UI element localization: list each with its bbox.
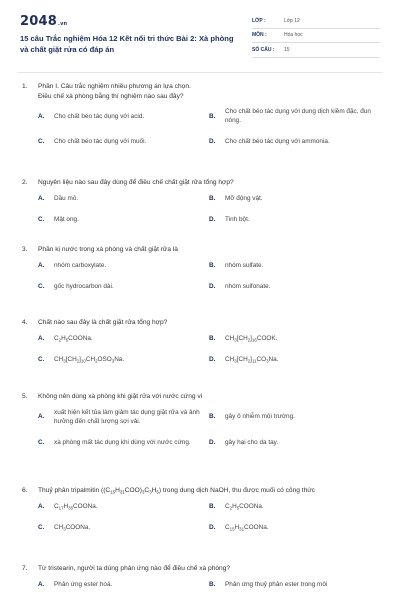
option-b[interactable] [209,502,380,511]
title-line-1: 15 câu Trắc nghiệm Hóa 12 Kết nối tri thức Bài 2: Xà phòng [20,34,234,43]
formula-subscript: 17 [58,505,64,510]
option-d[interactable] [209,438,380,447]
question-stem [20,245,380,255]
answer-options [38,261,380,291]
option-letter: C. [38,355,45,363]
option-d[interactable] [209,215,380,224]
option-text: Phản ứng thuỷ phân ester trong môi [225,580,328,588]
formula-part: COONa. [68,334,93,342]
option-letter: C. [38,438,45,446]
formula-subscript: 2 [247,337,251,342]
option-text: nhóm carboxylate. [54,261,107,269]
option-row [38,261,380,270]
option-row [38,523,380,532]
formula-subscript: 2 [58,337,62,342]
question-number: 3. [22,246,28,253]
option-row [38,107,380,125]
header-divider [18,72,382,73]
option-letter: A. [38,502,45,510]
formula-subscript: 5 [236,505,240,510]
option-text: Phản ứng ester hoá. [54,580,113,588]
option-letter: D. [209,523,216,531]
option-row [38,502,380,511]
formula-subscript: 16 [251,337,257,342]
info-table [252,14,380,58]
option-b[interactable] [209,261,380,270]
formula-part: CH [85,355,96,363]
option-c[interactable] [38,355,209,364]
option-letter: B. [209,502,216,510]
logo-text: 2048 [20,14,57,29]
formula-part: H [63,502,69,510]
option-row [38,215,380,224]
formula-part: H [232,502,237,510]
option-d[interactable] [209,355,380,364]
option-text [225,355,380,364]
info-row-subject [252,29,380,44]
formula-subscript: 2 [229,505,233,510]
option-text [54,523,209,532]
formula-part: C [225,502,230,510]
question-number: 4. [22,319,28,326]
option-letter: B. [209,194,216,202]
question-number: 6. [22,487,28,494]
question-2 [20,178,380,224]
option-letter: C. [38,523,45,531]
option-text: Cho chất béo tác dụng với ammonia. [225,138,330,145]
formula-subscript: 2 [247,358,251,363]
option-row [38,334,380,343]
formula-subscript: 3 [111,358,115,363]
option-text: gốc hydrocarbon dài. [54,282,114,290]
option-text [54,355,209,364]
formula-part: CH [225,334,235,342]
formula-subscript: 3 [63,358,66,363]
option-text [54,334,209,343]
option-text: gây ô nhiễm môi trường. [225,413,295,420]
info-label: SỐ CÂU : [252,46,275,53]
formula-part: H [61,334,66,342]
option-c[interactable] [38,137,209,146]
question-text [38,245,380,255]
formula-part: H [115,487,120,494]
formula-subscript: 2 [95,358,98,363]
option-row [38,194,380,203]
option-a[interactable] [38,334,209,343]
option-text [225,523,380,532]
option-text: gây hại cho da tay. [225,438,279,446]
info-value: Lớp 12 [284,17,300,24]
formula-part: OSO [97,355,112,363]
option-text [225,334,380,343]
answer-options [38,408,380,447]
formula-part: [CH [236,355,248,363]
question-text-line: Không nên dùng xà phòng khi giặt rửa với nước cứng vì [38,393,203,400]
option-letter: D. [209,215,216,223]
option-a[interactable] [38,107,209,125]
formula-part: [CH [65,355,77,363]
formula-part: H [234,523,240,531]
option-text: xà phòng mất tác dụng khi dùng với nước cứng. [54,438,191,446]
option-row [38,137,380,146]
formula-subscript: 10 [80,358,86,363]
formula-part: COO) [124,487,142,494]
option-a[interactable] [38,502,209,511]
info-value: Hóa học [284,32,303,39]
option-letter: A. [38,194,45,202]
formula-subscript: 31 [239,526,245,531]
option-c[interactable] [38,438,209,447]
formula-part: [CH [236,334,248,342]
formula-subscript: 3 [234,337,237,342]
option-row [38,438,380,447]
formula-subscript: 15 [229,526,235,531]
formula-subscript: 3 [149,489,152,495]
option-d[interactable] [209,523,380,532]
option-text: xuất hiện kết tủa làm giảm tác dụng giặt rửa và ảnh hưởng đến chất lượng sợi vải. [54,408,200,425]
answer-options [38,580,380,589]
formula-part: ] [79,355,81,363]
formula-part: CH [54,523,64,531]
formula-part: Thuỷ phân tripalmitin ((C [38,487,111,494]
question-stem [20,82,380,101]
formula-subscript: 31 [119,489,125,495]
option-text: Mỡ động vật. [225,194,263,202]
formula-subscript: 5 [156,489,159,495]
info-label: LỚP : [252,17,266,24]
formula-subscript: 15 [110,489,116,495]
question-1 [20,82,380,146]
formula-subscript: 35 [68,505,74,510]
option-a[interactable] [38,580,209,589]
option-row [38,355,380,364]
question-text-line: Phần kị nước trong xà phòng và chất giặt rửa là [38,246,178,253]
answer-options [38,194,380,224]
question-stem [20,392,380,402]
option-c[interactable] [38,215,209,224]
option-letter: A. [38,413,45,420]
formula-subscript: 3 [141,489,145,495]
question-text [38,392,380,402]
formula-part: C [144,487,150,494]
logo-suffix: .vn [57,21,68,27]
formula-part: C [54,502,59,510]
option-d[interactable] [209,137,380,146]
question-number: 5. [22,393,28,400]
answer-options [38,334,380,364]
question-stem [20,178,380,188]
option-a[interactable] [38,194,209,203]
option-b[interactable] [209,408,380,426]
option-c[interactable] [38,523,209,532]
option-letter: C. [38,215,45,223]
question-number: 7. [22,565,28,572]
question-stem [20,486,380,496]
question-3 [20,245,380,291]
formula-part: CH [225,355,235,363]
option-text: Mật ong. [54,215,79,223]
option-text: nhóm sulfate. [225,261,264,269]
option-text [225,502,380,511]
option-letter: D. [209,138,216,145]
formula-part: ] [250,355,252,363]
question-6 [20,486,380,532]
question-number: 1. [22,83,28,90]
formula-part: COONa. [73,502,98,510]
option-letter: A. [38,261,45,269]
formula-subscript: 2 [76,358,80,363]
option-letter: B. [209,334,216,342]
option-letter: D. [209,355,216,363]
info-label: MÔN : [252,32,267,39]
info-row-count [252,43,380,58]
option-letter: B. [209,112,216,120]
question-text-line: Nguyên liệu nào sau đây dùng để điều chế chất giặt rửa tổng hợp? [38,179,234,186]
formula-part: ) trong dung dịch NaOH, thu được muối có công thức [158,487,315,494]
formula-part: C [225,523,230,531]
option-row [38,282,380,291]
info-value: 15 [284,46,290,53]
option-b[interactable] [209,107,380,125]
title-line-2: và chất giặt rửa có đáp án [20,45,115,54]
formula-subscript: 5 [65,337,69,342]
option-text: Cho chất béo tác dụng với muối. [54,138,147,145]
question-text [38,82,380,101]
formula-part: CH [54,355,64,363]
option-letter: B. [209,261,216,269]
formula-part: Na. [268,355,279,363]
option-text: nhóm sulfonate. [225,282,271,290]
question-stem [20,318,380,328]
question-text [38,178,380,188]
option-row [38,580,380,589]
option-letter: A. [38,334,45,342]
formula-subscript: 3 [266,358,269,363]
option-text: Dầu mỏ. [54,194,79,202]
option-text: Cho chất béo tác dụng với dung dịch kiềm đặc, đun nóng. [225,108,371,124]
option-text: Tinh bột. [225,215,250,223]
answer-options [38,502,380,532]
option-row [38,408,380,426]
option-letter: D. [209,282,216,290]
formula-part: COONa. [244,523,269,531]
document-title [20,33,235,55]
option-b[interactable] [209,334,380,343]
formula-subscript: 11 [251,358,257,363]
question-stem [20,564,380,574]
formula-part: C [54,334,59,342]
formula-part: ] [250,334,252,342]
answer-options [38,107,380,146]
formula-part: H [151,487,157,494]
question-text-line: Từ tristearin, người ta dùng phản ứng nào để điều chế xà phòng? [38,565,231,572]
question-text [38,564,380,574]
formula-part: CO [256,355,267,363]
option-letter: B. [209,580,216,588]
option-letter: C. [38,282,45,290]
question-4 [20,318,380,364]
option-text [54,502,209,511]
question-text-line: Chất nào sau đây là chất giặt rửa tổng hợp? [38,319,168,326]
info-row-grade [252,14,380,29]
option-c[interactable] [38,282,209,291]
option-b[interactable] [209,580,380,589]
option-a[interactable] [38,408,209,426]
question-number: 2. [22,179,28,186]
option-d[interactable] [209,282,380,291]
formula-subscript: 3 [234,358,237,363]
question-text-line: Điều chế xà phòng bằng thí nghiệm nào sau đây? [38,92,184,100]
question-text [38,318,380,328]
formula-part: COOK. [256,334,278,342]
question-text-line: Phần I. Câu trắc nghiệm nhiều phương án lựa chọn. [38,83,191,90]
option-text: Cho chất béo tác dụng với acid. [54,112,145,120]
site-logo[interactable] [20,14,67,29]
formula-part: Na. [114,355,125,363]
option-letter: D. [209,438,216,446]
document-header [0,0,400,70]
option-letter: C. [38,138,45,145]
option-a[interactable] [38,261,209,270]
option-letter: A. [38,580,45,588]
question-7 [20,564,380,589]
option-letter: A. [38,112,45,120]
option-letter: B. [209,413,216,420]
question-5 [20,392,380,447]
formula-subscript: 3 [63,526,66,531]
formula-part: COONa. [65,523,91,531]
question-text [38,486,380,496]
formula-part: COONa. [239,502,264,510]
option-b[interactable] [209,194,380,203]
